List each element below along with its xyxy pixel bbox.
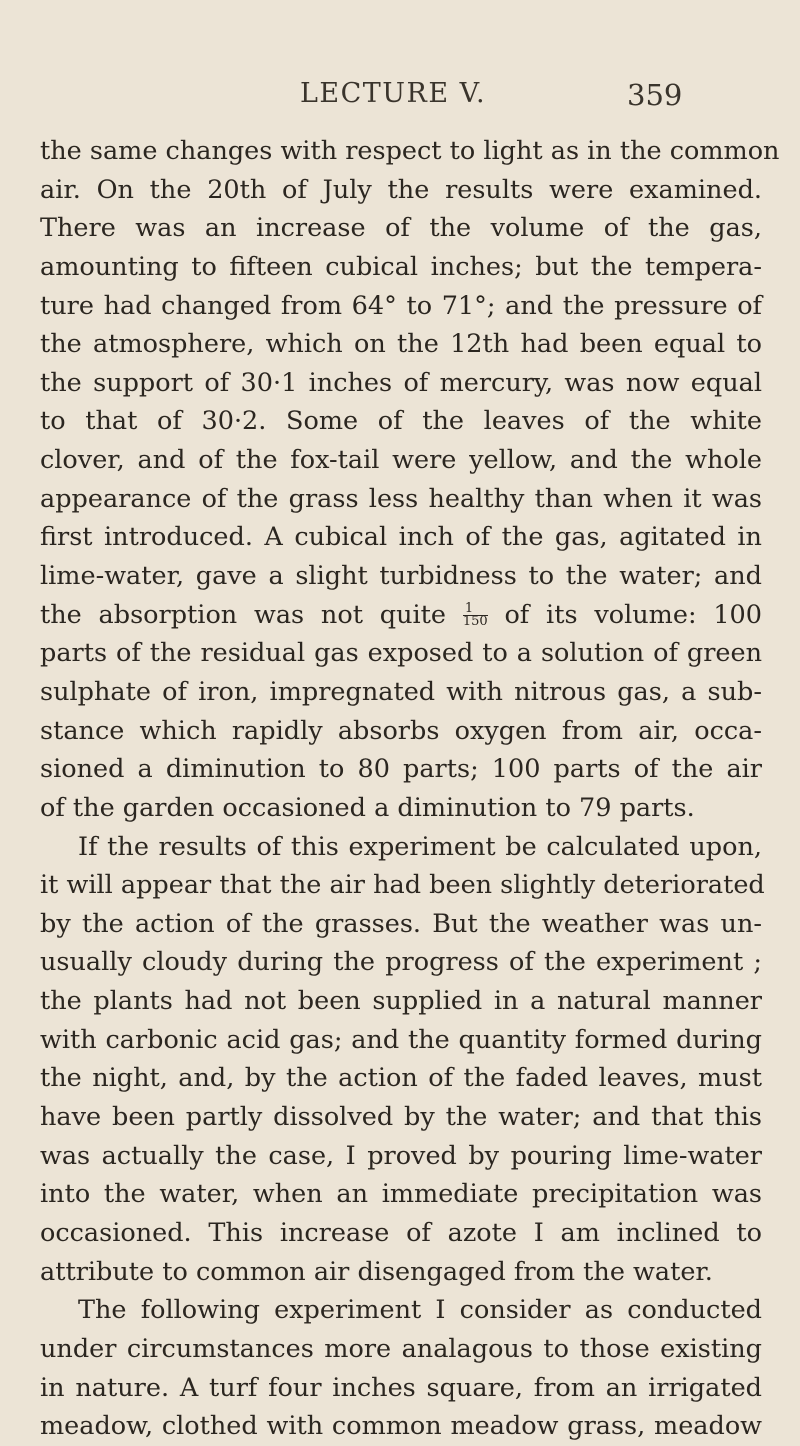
- page-header: [0, 78, 800, 118]
- text-line: in nature. A turf four inches square, from an irrigated: [40, 1372, 762, 1403]
- page-number: 359: [627, 78, 683, 112]
- running-head: LECTURE V.: [300, 78, 487, 109]
- text-line: There was an increase of the volume of the gas,: [40, 213, 762, 244]
- text-line: under circumstances more analagous to those existing: [40, 1333, 762, 1364]
- text-line: sulphate of iron, impregnated with nitrous gas, a sub-: [40, 676, 762, 707]
- text-line: the atmosphere, which on the 12th had been equal to: [40, 329, 762, 360]
- fraction-numerator: 1: [463, 603, 488, 616]
- text-line: clover, and of the fox-tail were yellow, and the whole: [40, 445, 762, 476]
- text-line-with-fraction: [40, 596, 762, 635]
- text-line: If the results of this experiment be calculated upon,: [78, 831, 762, 862]
- text-line: by the action of the grasses. But the weather was un-: [40, 908, 762, 939]
- text-line: appearance of the grass less healthy than when it was: [40, 483, 762, 514]
- text-line: lime-water, gave a slight turbidness to the water; and: [40, 561, 762, 592]
- text-line: attribute to common air disengaged from the water.: [40, 1256, 713, 1287]
- text-line: to that of 30·2. Some of the leaves of the white: [40, 406, 762, 437]
- text-line: The following experiment I consider as conducted: [78, 1295, 762, 1326]
- text-line: it will appear that the air had been slightly deteriorated: [40, 870, 765, 901]
- line-prefix: the absorption was not quite: [40, 599, 446, 630]
- text-line: parts of the residual gas exposed to a solution of green: [40, 638, 762, 669]
- text-line: the support of 30·1 inches of mercury, was now equal: [40, 367, 762, 398]
- text-line: the night, and, by the action of the faded leaves, must: [40, 1063, 762, 1094]
- text-line: amounting to fifteen cubical inches; but the tempera-: [40, 251, 762, 282]
- text-line: meadow, clothed with common meadow grass, meadow: [40, 1411, 762, 1442]
- text-line: first introduced. A cubical inch of the gas, agitated in: [40, 522, 762, 553]
- text-line: have been partly dissolved by the water; and that this: [40, 1102, 762, 1133]
- line-suffix: of its volume: 100: [504, 599, 763, 630]
- text-line: the plants had not been supplied in a natural manner: [40, 986, 762, 1017]
- fraction: [463, 603, 488, 628]
- text-line: ture had changed from 64° to 71°; and the pressure of: [40, 290, 762, 321]
- text-line: occasioned. This increase of azote I am inclined to: [40, 1217, 762, 1248]
- text-line: into the water, when an immediate precipitation was: [40, 1179, 762, 1210]
- text-line: the same changes with respect to light as in the common: [40, 136, 780, 166]
- text-line: stance which rapidly absorbs oxygen from air, occa-: [40, 715, 762, 746]
- body-text: [40, 132, 780, 1446]
- text-line: with carbonic acid gas; and the quantity formed during: [40, 1024, 762, 1055]
- text-line: was actually the case, I proved by pouring lime-water: [40, 1140, 762, 1171]
- text-line: air. On the 20th of July the results were examined.: [40, 174, 762, 205]
- fraction-denominator: 150: [462, 614, 488, 630]
- text-line: sioned a diminution to 80 parts; 100 parts of the air: [40, 754, 762, 785]
- text-line: of the garden occasioned a diminution to 79 parts.: [40, 792, 695, 823]
- text-line: usually cloudy during the progress of the experiment ;: [40, 947, 762, 978]
